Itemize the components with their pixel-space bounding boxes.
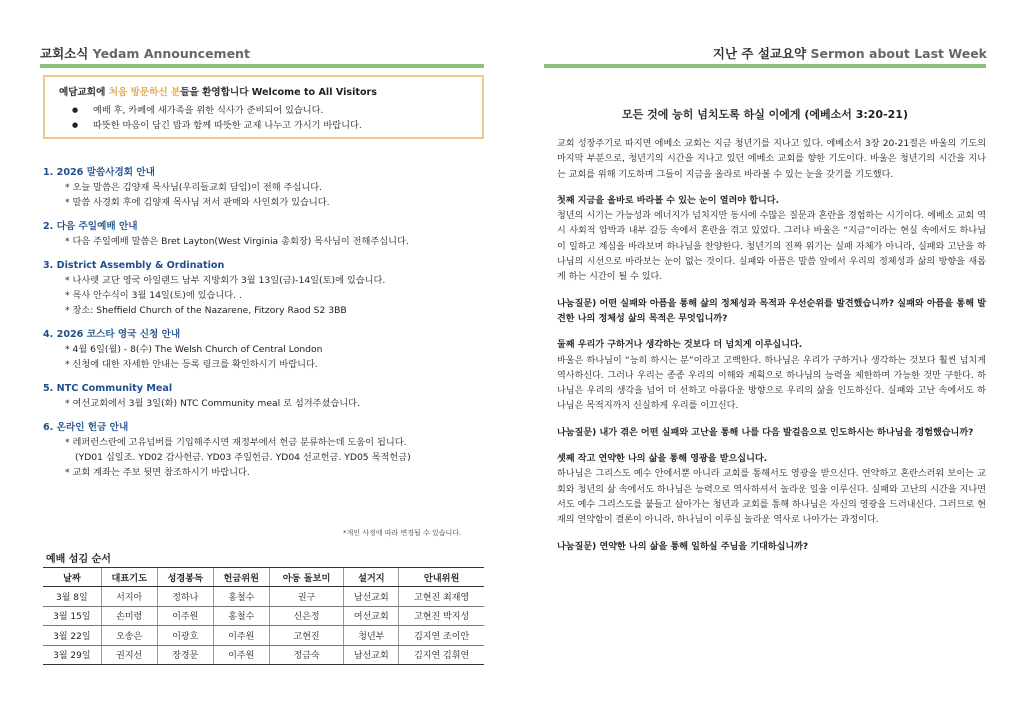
- section-title: 4. 2026 코스타 영국 신청 안내: [43, 329, 181, 340]
- schedule-header-cell: 날짜: [43, 568, 101, 587]
- schedule-header-cell: 대표기도: [101, 568, 157, 587]
- announcement-section: [43, 381, 488, 411]
- sermon-text: 하나님은 그리스도 예수 안에서뿐 아니라 교회를 통해서도 영광을 받으신다. 연약하고 혼란스러워 보이는 교회와 청년의 삶 속에서도 하나님은 능력으로 역사하셔서 놀라운 일을 이루신다. 실패와 고난의 시간을 지나면서도 예수 그리스도를 붙들고 살아가는 청년과 교회를 통해 하나님은 자신의 영광을 드러내신다. 그러므로 현재의 연약함이 결론이 아니라, 하나님이 이루실 놀라운 역사로 나아가는 과정이다.: [557, 469, 986, 526]
- schedule-cell: 홍철수: [213, 606, 269, 626]
- sermon-body: [557, 137, 986, 566]
- schedule-header-cell: 아동 돌보미: [269, 568, 344, 587]
- schedule-header-cell: 헌금위원: [213, 568, 269, 587]
- section-title: 1. 2026 말씀사경회 안내: [43, 167, 155, 178]
- section-line: * 오늘 말씀은 김양재 목사님(우리들교회 담임)이 전해 주십니다.: [65, 182, 323, 193]
- schedule-cell: 서지아: [101, 587, 157, 607]
- sermon-paragraph: [557, 194, 986, 286]
- announcement-section: [43, 327, 488, 372]
- sermon-header-en: Sermon about Last Week: [810, 46, 987, 61]
- announcement-section: [43, 219, 488, 249]
- section-line: (YD01 십일조. YD02 감사헌금. YD03 주일헌금. YD04 선교헌금. YD05 목적헌금): [75, 452, 411, 463]
- announcement-section: [43, 165, 488, 210]
- schedule-header-row: [43, 568, 484, 587]
- schedule-cell: 이광호: [157, 626, 213, 646]
- schedule-cell: 김지연 조이안: [399, 626, 484, 646]
- welcome-title-pre: 예담교회에: [59, 87, 109, 98]
- welcome-list: [59, 103, 472, 133]
- schedule-cell: 손미령: [101, 606, 157, 626]
- announcement-sections: [43, 165, 488, 489]
- schedule-cell: 장경문: [157, 645, 213, 665]
- sermon-text: 청년의 시기는 가능성과 에너지가 넘치지만 동시에 수많은 질문과 혼란을 경험하는 시기이다. 에베소 교회 역시 사회적 압박과 내부 갈등 속에서 혼란을 겪고 있었다. 그러나 바울은 “지금”이라는 현실 속에서도 하나님이 일하고 계심을 바라보며 하나님을 찬양한다. 청년기의 진짜 위기는 실패 자체가 아니라, 실패와 고난을 하나님의 시선으로 바라보는 눈이 없는 것이다. 실패와 아픔은 말씀 앞에서 우리의 정체성과 삶의 방향을 새롭게 하는 시간이 될 수 있다.: [557, 211, 986, 283]
- schedule-cell: 정하나: [157, 587, 213, 607]
- section-line: * 레퍼런스란에 고유넘버를 기입해주시면 재정부에서 헌금 분류하는데 도움이 됩니다.: [65, 437, 407, 448]
- schedule-cell: 홍철수: [213, 587, 269, 607]
- schedule-cell: 고현진: [269, 626, 344, 646]
- schedule-cell: 이주원: [213, 645, 269, 665]
- schedule-cell: 남선교회: [344, 645, 399, 665]
- schedule-cell: 권구: [269, 587, 344, 607]
- schedule-cell: 3월 29일: [43, 645, 101, 665]
- section-line: * 목사 안수식이 3월 14일(토)에 있습니다. .: [65, 290, 242, 301]
- sermon-title: 모든 것에 능히 넘치도록 하실 이에게 (에베소서 3:20-21): [622, 108, 908, 121]
- section-line: * 4월 6일(월) - 8(수) The Welsh Church of Central London: [65, 344, 323, 355]
- section-line: * 교회 계좌는 주보 뒷면 참조하시기 바랍니다.: [65, 467, 250, 478]
- sermon-header-ko: 지난 주 설교요약: [712, 46, 807, 61]
- schedule-note: *개인 사정에 따라 변경될 수 있습니다.: [343, 529, 462, 537]
- section-line: * 다음 주일예배 말씀은 Bret Layton(West Virginia 총회장) 목사님이 전해주십니다.: [65, 236, 409, 247]
- sermon-point-heading: 셋째 작고 연약한 나의 삶을 통해 영광을 받으십니다.: [557, 454, 768, 465]
- welcome-title-post: 들을 환영합니다 Welcome to All Visitors: [180, 87, 377, 98]
- sermon-text: 바울은 하나님이 “능히 하시는 분”이라고 고백한다. 하나님은 우리가 구하거나 생각하는 것보다 훨씬 넘치게 역사하신다. 그러나 우리는 종종 우리의 이해와 계획으로 하나님의 능력을 제한하며 가능한 것만 구한다. 하나님은 우리의 생각을 넘어 더 선하고 아름다운 방향으로 우리의 삶을 인도하신다. 실패와 고난 속에서도 하나님은 목적지까지 신실하게 우리를 이끄신다.: [557, 355, 986, 412]
- section-line: * 장소: Sheffield Church of the Nazarene, Fitzory Raod S2 3BB: [65, 305, 347, 316]
- schedule-header-cell: 설거지: [344, 568, 399, 587]
- sermon-header: [713, 44, 987, 62]
- table-row: [43, 645, 484, 665]
- table-row: [43, 626, 484, 646]
- question-text: 나눔질문) 연약한 나의 삶을 통해 일하실 주님을 기대하십니까?: [557, 541, 809, 552]
- welcome-title: [59, 84, 472, 98]
- section-line: * 여선교회에서 3월 3일(화) NTC Community meal 로 섬겨주셨습니다.: [65, 398, 360, 409]
- schedule-cell: 3월 22일: [43, 626, 101, 646]
- section-line: * 나사렛 교단 영국 아일랜드 남부 지방회가 3월 13일(금)-14일(토)에 있습니다.: [65, 275, 386, 286]
- schedule-cell: 김지연 김휘연: [399, 645, 484, 665]
- schedule-cell: 정금숙: [269, 645, 344, 665]
- section-title: 6. 온라인 헌금 안내: [43, 422, 129, 433]
- announcement-header-en: Yedam Announcement: [92, 46, 250, 61]
- discussion-question: [557, 297, 986, 328]
- schedule-cell: 3월 15일: [43, 606, 101, 626]
- schedule-cell: 고현진 박지성: [399, 606, 484, 626]
- schedule-cell: 권지선: [101, 645, 157, 665]
- announcement-header-ko: 교회소식: [40, 46, 89, 61]
- schedule-cell: 3월 8일: [43, 587, 101, 607]
- schedule-cell: 이주원: [157, 606, 213, 626]
- table-row: [43, 606, 484, 626]
- discussion-question: [557, 426, 986, 441]
- schedule-cell: 여선교회: [344, 606, 399, 626]
- sermon-point-heading: 첫째 지금을 올바로 바라볼 수 있는 눈이 열려야 합니다.: [557, 195, 780, 206]
- announcement-section: [43, 258, 488, 318]
- discussion-question: [557, 540, 986, 555]
- header-divider: [40, 64, 484, 68]
- schedule-cell: 남선교회: [344, 587, 399, 607]
- section-title: 5. NTC Community Meal: [43, 383, 173, 394]
- announcement-header: [40, 44, 250, 62]
- sermon-page: [512, 0, 1024, 724]
- section-line: * 말씀 사경회 후에 김양재 목사님 저서 판매와 사인회가 있습니다.: [65, 197, 330, 208]
- sermon-paragraph: [557, 452, 986, 528]
- schedule-cell: 이주원: [213, 626, 269, 646]
- question-text: 나눔질문) 어떤 실패와 아픔을 통해 삶의 정체성과 목적과 우선순위를 발견했습니까? 실패와 아픔을 통해 발견한 나의 정체성 삶의 목적은 무엇입니까?: [557, 298, 986, 324]
- schedule-cell: 오송은: [101, 626, 157, 646]
- welcome-bullet: ● 예배 후, 카페에 새가족을 위한 식사가 준비되어 있습니다.: [59, 103, 472, 118]
- schedule-cell: 신은정: [269, 606, 344, 626]
- question-text: 나눔질문) 내가 겪은 어떤 실패와 고난을 통해 나를 다음 발걸음으로 인도하시는 하나님을 경험했습니까?: [557, 427, 974, 438]
- welcome-title-highlight: 처음 방문하신 분: [108, 87, 181, 98]
- table-row: [43, 587, 484, 607]
- sermon-text: 교회 성장주기로 따지면 에베소 교회는 지금 청년기를 지나고 있다. 에베소서 3장 20-21절은 바울의 기도의 마지막 부분으로, 청년기의 시간을 지나고 있던 에베소 교회를 향한 기도이다. 바울은 청년기의 시간을 지나는 교회를 위해 기도하며 그들이 지금을 올라로 바라볼 수 있는 눈을 갖기를 기도했다.: [557, 139, 986, 180]
- sermon-paragraph: [557, 137, 986, 183]
- schedule-cell: 고현진 최재영: [399, 587, 484, 607]
- header-divider: [544, 64, 986, 68]
- service-schedule-table: [43, 567, 484, 665]
- schedule-title: 예배 섬김 순서: [46, 554, 111, 565]
- schedule-header-cell: 성경봉독: [157, 568, 213, 587]
- section-title: 2. 다음 주일예배 안내: [43, 221, 138, 232]
- sermon-paragraph: [557, 338, 986, 414]
- announcement-section: [43, 420, 488, 480]
- section-title: 3. District Assembly & Ordination: [43, 260, 225, 271]
- schedule-header-cell: 안내위원: [399, 568, 484, 587]
- welcome-box: [43, 75, 484, 139]
- schedule-cell: 청년부: [344, 626, 399, 646]
- section-line: * 신청에 대한 자세한 안내는 등록 링크를 확인하시기 바랍니다.: [65, 359, 318, 370]
- welcome-bullet: ● 따뜻한 마음이 담긴 밥과 함께 따뜻한 교제 나누고 가시기 바랍니다.: [59, 118, 472, 133]
- sermon-point-heading: 둘째 우리가 구하거나 생각하는 것보다 더 넘치게 이루십니다.: [557, 340, 803, 351]
